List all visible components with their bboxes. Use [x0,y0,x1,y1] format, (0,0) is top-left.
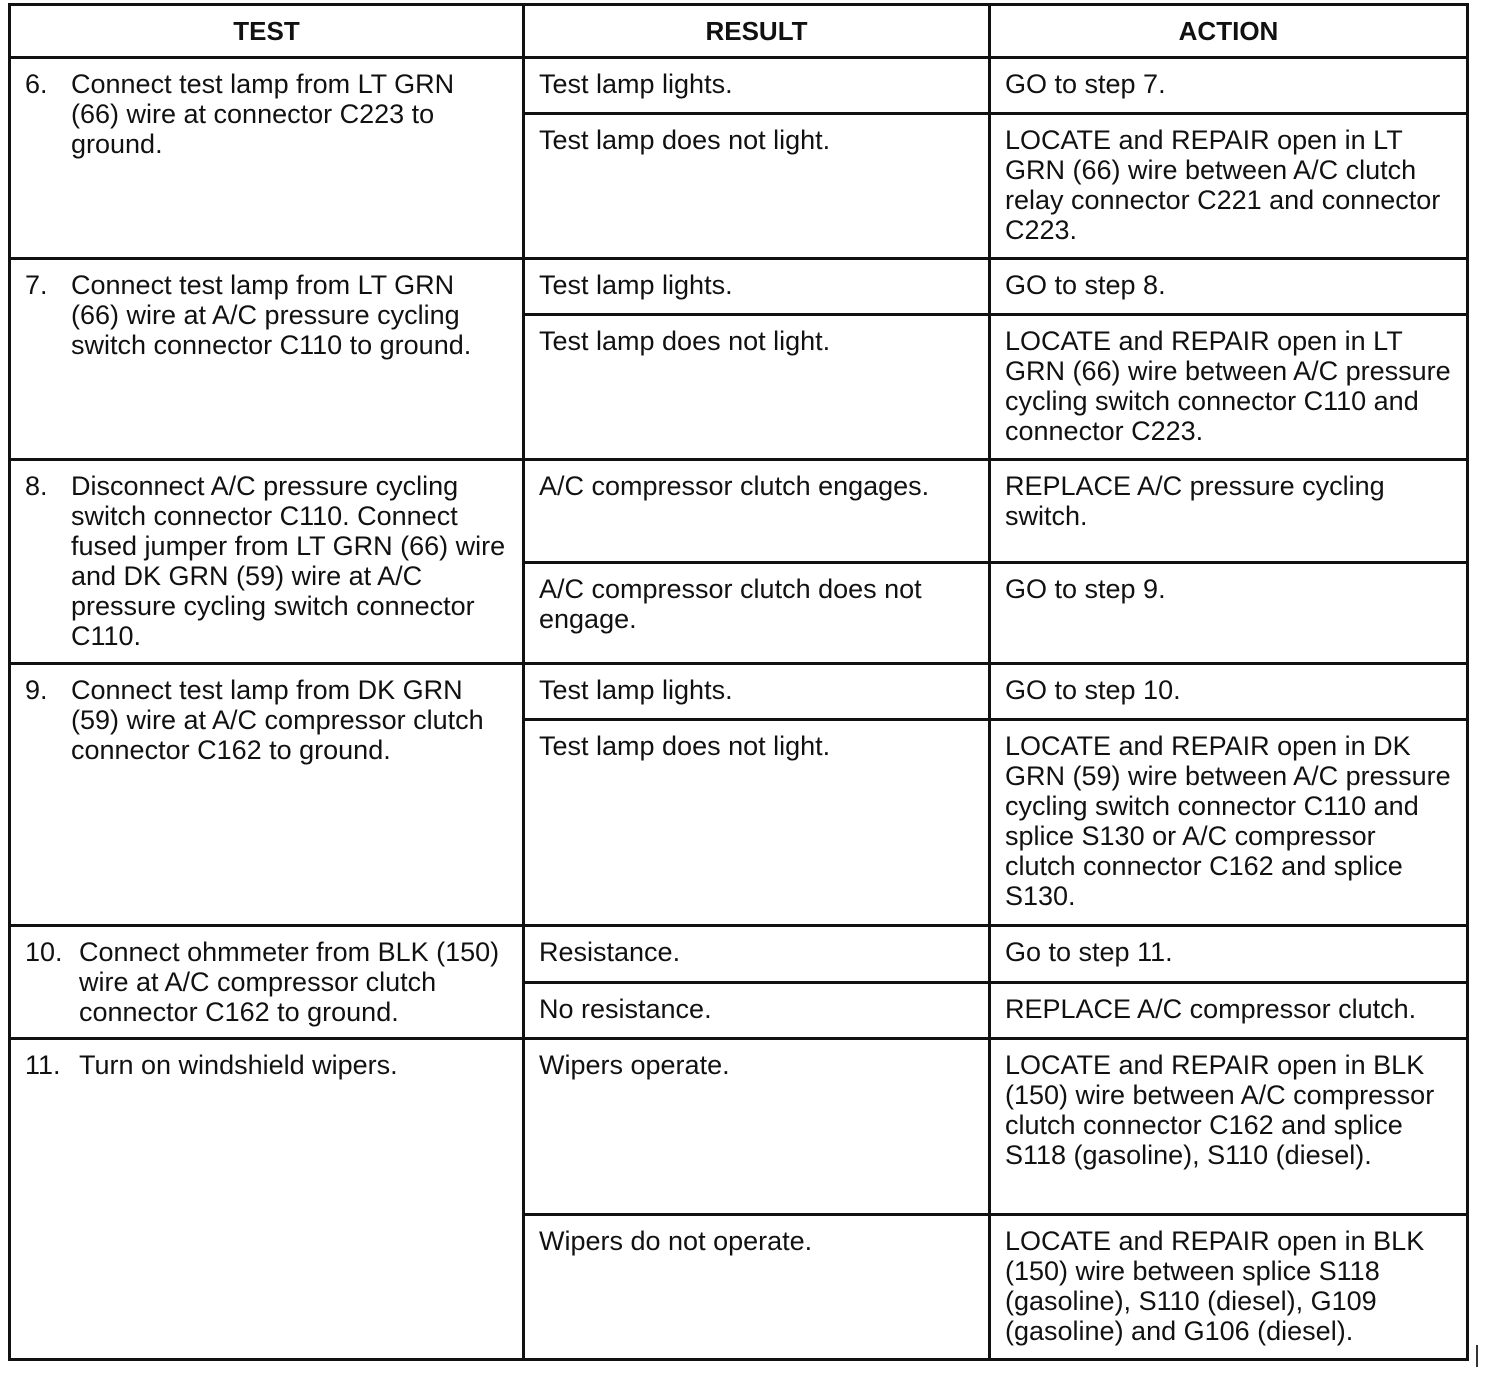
action-cell: REPLACE A/C compressor clutch. [990,982,1468,1039]
test-text: Turn on windshield wipers. [79,1050,398,1080]
step-number: 8. [25,471,48,501]
test-cell [10,664,524,926]
action-cell: LOCATE and REPAIR open in BLK (150) wire between splice S118 (gasoline), S110 (diesel), G109 (gasoline) and G106 (diesel). [990,1215,1468,1360]
action-cell: GO to step 10. [990,664,1468,720]
test-text: Disconnect A/C pressure cycling switch connector C110. Connect fused jumper from LT GRN (66) wire and DK GRN (59) wire at A/C pressure cycling switch connector C110. [71,471,506,651]
action-cell: REPLACE A/C pressure cycling switch. [990,460,1468,563]
action-cell: GO to step 9. [990,563,1468,664]
test-text: Connect ohmmeter from BLK (150) wire at A/C compressor clutch connector C162 to ground. [79,937,500,1027]
test-cell [10,1039,524,1360]
test-text: Connect test lamp from DK GRN (59) wire at A/C compressor clutch connector C162 to ground. [71,675,484,765]
result-cell: Wipers operate. [524,1039,990,1215]
result-cell: Resistance. [524,926,990,983]
result-cell: Test lamp lights. [524,664,990,720]
action-cell: Go to step 11. [990,926,1468,983]
diagnostic-page [8,3,1466,1361]
action-cell: LOCATE and REPAIR open in LT GRN (66) wire between A/C clutch relay connector C221 and connector C223. [990,114,1468,259]
test-cell [10,926,524,1039]
step-number: 11. [25,1050,61,1080]
table-row [10,664,1468,720]
action-cell: LOCATE and REPAIR open in BLK (150) wire between A/C compressor clutch connector C162 and splice S118 (gasoline), S110 (diesel). [990,1039,1468,1215]
result-cell: Test lamp lights. [524,259,990,315]
result-cell: A/C compressor clutch engages. [524,460,990,563]
diagnostic-table [8,3,1469,1361]
result-cell: Test lamp lights. [524,58,990,114]
table-row [10,460,1468,563]
result-cell: Test lamp does not light. [524,315,990,460]
header-test: TEST [10,5,524,58]
action-cell: LOCATE and REPAIR open in LT GRN (66) wire between A/C pressure cycling switch connector C110 and connector C223. [990,315,1468,460]
scan-margin-mark [1476,1345,1478,1367]
action-cell: GO to step 8. [990,259,1468,315]
step-number: 6. [25,69,48,99]
test-cell [10,259,524,460]
step-number: 10. [25,937,63,967]
table-row [10,58,1468,114]
test-cell [10,58,524,259]
result-cell: Wipers do not operate. [524,1215,990,1360]
result-cell: No resistance. [524,982,990,1039]
result-cell: Test lamp does not light. [524,114,990,259]
table-row [10,259,1468,315]
step-number: 7. [25,270,48,300]
table-row [10,926,1468,983]
test-text: Connect test lamp from LT GRN (66) wire at A/C pressure cycling switch connector C110 to ground. [71,270,472,360]
test-text: Connect test lamp from LT GRN (66) wire at connector C223 to ground. [71,69,455,159]
header-action: ACTION [990,5,1468,58]
result-cell: Test lamp does not light. [524,720,990,926]
table-row [10,1039,1468,1215]
header-row [10,5,1468,58]
action-cell: LOCATE and REPAIR open in DK GRN (59) wire between A/C pressure cycling switch connector C110 and splice S130 or A/C compressor clutch connector C162 and splice S130. [990,720,1468,926]
action-cell: GO to step 7. [990,58,1468,114]
step-number: 9. [25,675,48,705]
result-cell: A/C compressor clutch does not engage. [524,563,990,664]
test-cell [10,460,524,664]
header-result: RESULT [524,5,990,58]
